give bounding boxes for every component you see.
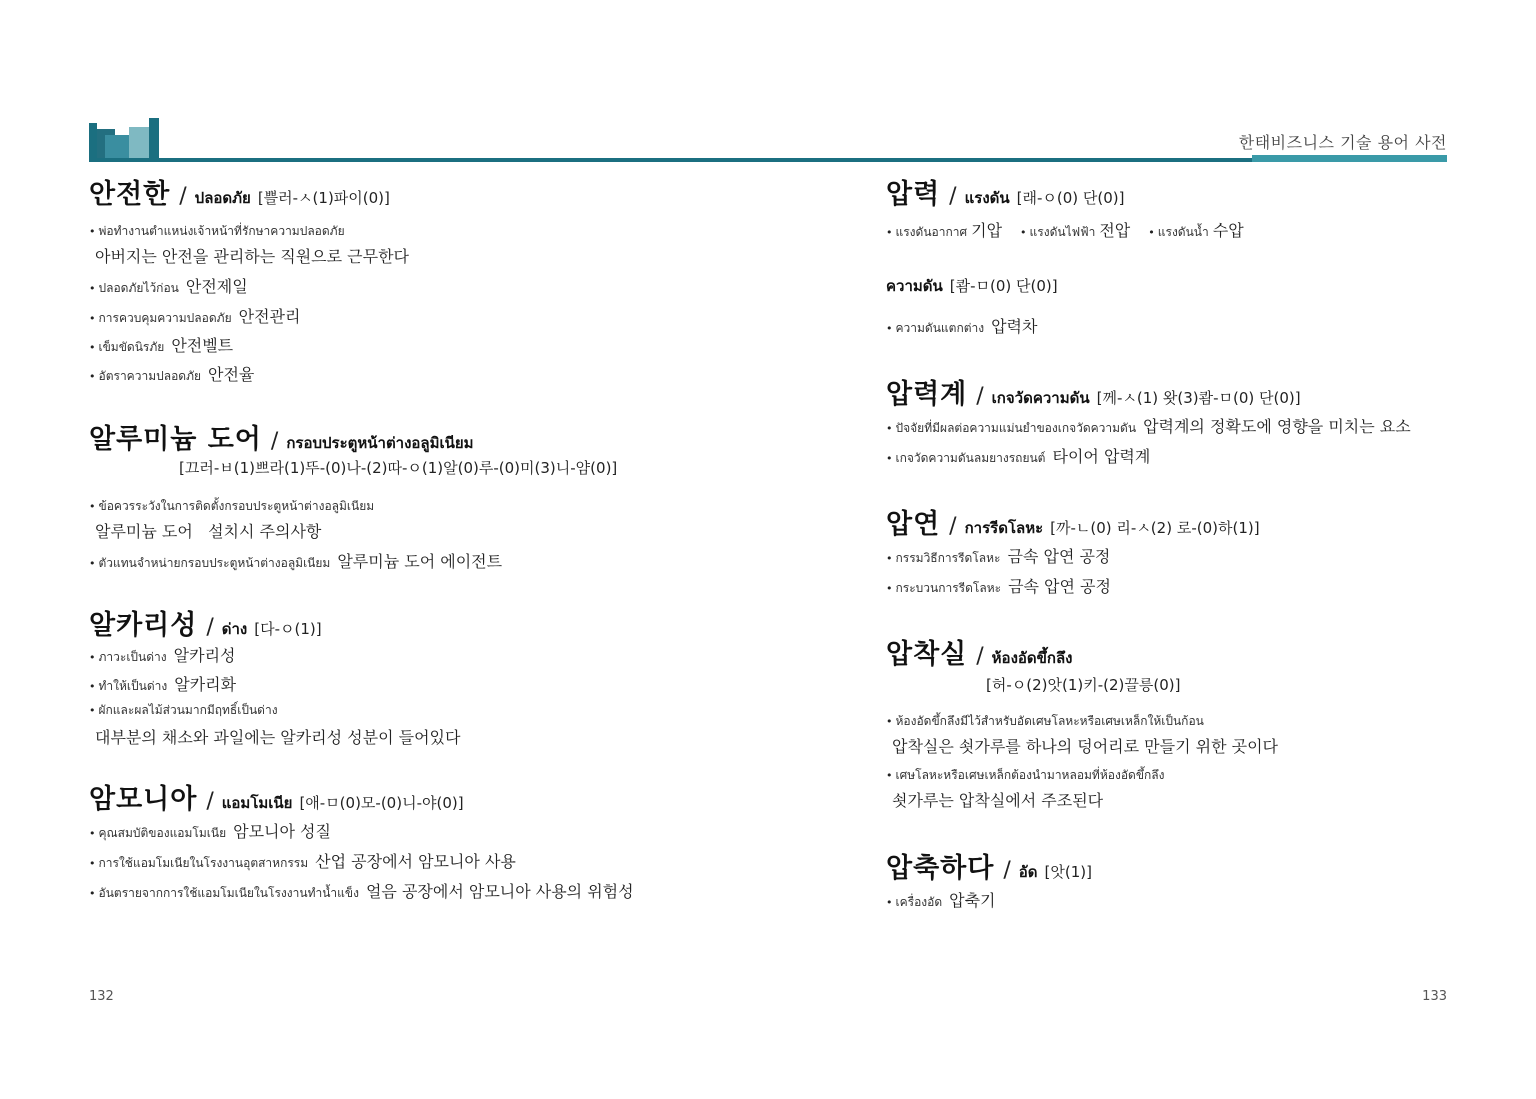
example-korean-sentence: 대부분의 채소와 과일에는 알카리성 성분이 들어있다: [95, 728, 461, 747]
entry-slash: /: [976, 644, 984, 669]
example-thai: อัตราความปลอดภัย: [98, 369, 202, 383]
bullet: •: [89, 651, 96, 664]
entry-headline: [886, 172, 1486, 212]
bullet: •: [89, 500, 96, 513]
entry-pressure-gauge: [886, 372, 1486, 474]
example-item: [89, 304, 739, 333]
entry-pronunciation: [앗(1)]: [1044, 863, 1092, 881]
bullet: •: [886, 769, 893, 782]
entry-slash: /: [949, 514, 957, 539]
example-korean: 금속 압연 공정: [1008, 577, 1111, 596]
entry-thai: เกจวัดความดัน: [991, 389, 1090, 407]
entry-pronunciation: [허-ㅇ(2)앗(1)키-(2)끌릉(0)]: [986, 676, 1181, 694]
bullet: •: [89, 887, 96, 900]
entry-pronunciation: [애-ㅁ(0)모-(0)니-야(0)]: [299, 794, 464, 812]
header-rule: [89, 158, 1447, 162]
example-item: [89, 701, 739, 725]
entry-term: 압축하다: [886, 853, 995, 884]
example-korean: 알루미늄 도어 에이전트: [337, 552, 503, 571]
example-thai: แรงดันอากาศ: [895, 225, 968, 239]
entry-thai: แอมโมเนีย: [221, 794, 293, 812]
entry-term: 알루미늄 도어: [89, 424, 262, 455]
entry-term: 압연: [886, 509, 941, 540]
example-thai: ความดันแตกต่าง: [895, 321, 985, 335]
example-item: [1020, 218, 1130, 242]
bullet: •: [1020, 226, 1027, 239]
entry-term: 알카리성: [89, 610, 198, 641]
bullet: •: [89, 704, 96, 717]
example-item: [89, 672, 739, 701]
example-thai: กรรมวิธีการรีดโลหะ: [895, 551, 1001, 565]
example-item: [89, 549, 739, 579]
entry-headline: [89, 777, 739, 817]
example-thai: แรงดันไฟฟ้า: [1029, 225, 1096, 239]
example-korean-sentence: 쇳가루는 압착실에서 주조된다: [892, 791, 1104, 810]
entry-thai: ห้องอัดขึ้กลึง: [991, 649, 1073, 667]
example-item: [89, 643, 739, 672]
entry-pronunciation: [께-ㅅ(1) 왓(3)쾀-ㅁ(0) 단(0)]: [1096, 389, 1301, 407]
example-item: [886, 218, 1002, 242]
example-item: [89, 819, 739, 849]
example-thai: การควบคุมความปลอดภัย: [98, 311, 232, 325]
bullet: •: [886, 715, 893, 728]
page-number-right: 133: [1422, 989, 1447, 1004]
example-thai: เกจวัดความดันลมยางรถยนต์: [895, 451, 1046, 465]
example-thai: ปลอดภัยไว้ก่อน: [98, 281, 179, 295]
example-korean: 알카리성: [173, 646, 236, 665]
entry-thai: อัด: [1018, 863, 1038, 881]
entry-headline: [89, 603, 739, 641]
entry-thai: ด่าง: [221, 620, 248, 638]
entry-pronunciation: [끄러-ㅂ(1)쁘라(1)뚜-(0)나-(2)따-ㅇ(1)알(0)루-(0)미(3)니-얌(0)]: [179, 459, 618, 477]
entry-rolling: [886, 502, 1486, 604]
example-inline-list: [886, 218, 1486, 248]
example-korean: 안전제일: [185, 277, 248, 296]
entry-headline: [886, 372, 1486, 412]
entry-headline: [886, 846, 1486, 886]
entry-pressure: [886, 172, 1486, 344]
entry-headline: [89, 417, 739, 453]
entry-term: 압력계: [886, 379, 968, 410]
entry-thai: การรีดโลหะ: [964, 519, 1044, 537]
example-item: [89, 362, 739, 391]
example-item: [1148, 218, 1243, 242]
page-number-left: 132: [89, 989, 114, 1004]
example-korean: 수압: [1212, 221, 1244, 240]
example-item: [886, 314, 1486, 344]
entry-thai: ปลอดภัย: [194, 189, 251, 207]
example-item: [89, 879, 739, 909]
bullet: •: [89, 341, 96, 354]
header-logo: [89, 118, 159, 161]
example-thai: อันตรายจากการใช้แอมโมเนียในโรงงานทำน้ำแข็ง: [98, 886, 359, 900]
entry-thai: แรงดัน: [964, 189, 1010, 207]
entry-slash: /: [1003, 858, 1011, 883]
entry-slash: /: [206, 615, 214, 640]
example-thai: ภาวะเป็นด่าง: [98, 650, 167, 664]
example-item: [89, 222, 739, 244]
example-thai: ห้องอัดขึ้กลึงมีไว้สำหรับอัดเศษโลหะหรือเศษเหล็กให้เป็นก้อน: [895, 714, 1204, 728]
bullet: •: [886, 226, 893, 239]
example-thai: คุณสมบัติของแอมโมเนีย: [98, 826, 227, 840]
example-korean-sentence: 압착실은 쇳가루를 하나의 덩어리로 만들기 위한 곳이다: [892, 737, 1279, 756]
example-thai: เครื่องอัด: [895, 895, 943, 909]
example-thai: ทำให้เป็นด่าง: [98, 679, 168, 693]
bullet: •: [886, 896, 893, 909]
bullet: •: [886, 322, 893, 335]
left-column: [89, 172, 739, 909]
example-item: [886, 888, 1486, 918]
example-thai: ข้อควรระวังในการติดตั้งกรอบประตูหน้าต่างอลูมิเนียม: [98, 499, 375, 513]
example-thai: เข็มขัดนิรภัย: [98, 340, 165, 354]
logo-bar-1: [89, 123, 97, 161]
example-korean: 타이어 압력계: [1052, 447, 1151, 466]
bullet: •: [886, 552, 893, 565]
entry-term: 암모니아: [89, 784, 198, 815]
example-thai: กระบวนการรีดโลหะ: [895, 581, 1002, 595]
example-item: [886, 766, 1486, 788]
entry-term: 안전한: [89, 179, 171, 210]
entry-headline: [886, 502, 1486, 542]
example-item: [886, 444, 1486, 474]
logo-bar-5: [149, 118, 159, 161]
entry-pronunciation: [래-ㅇ(0) 단(0)]: [1016, 189, 1125, 207]
entry-pronunciation: [까-ㄴ(0) 리-ㅅ(2) 로-(0)하(1)]: [1050, 519, 1260, 537]
entry-headline: [89, 172, 739, 212]
bullet: •: [89, 680, 96, 693]
example-korean: 암모니아 성질: [233, 822, 331, 841]
entry-pronunciation: [쁠러-ㅅ(1)파이(0)]: [257, 189, 390, 207]
subterm-thai: ความดัน: [886, 277, 943, 295]
example-thai: ตัวแทนจำหน่ายกรอบประตูหน้าต่างอลูมิเนียม: [98, 556, 331, 570]
entry-term: 압착실: [886, 639, 968, 670]
example-korean: 금속 압연 공정: [1007, 547, 1111, 566]
example-item: [89, 849, 739, 879]
bullet: •: [89, 370, 96, 383]
bullet: •: [886, 422, 893, 435]
example-thai: แรงดันน้ำ: [1157, 225, 1209, 239]
example-item: [886, 712, 1486, 734]
bullet: •: [89, 312, 96, 325]
bullet: •: [886, 582, 893, 595]
example-korean: 얼음 공장에서 암모니아 사용의 위험성: [365, 882, 634, 901]
bullet: •: [89, 827, 96, 840]
example-item: [89, 274, 739, 304]
example-korean: 산업 공장에서 암모니아 사용: [315, 852, 516, 871]
example-thai: การใช้แอมโมเนียในโรงงานอุตสาหกรรม: [98, 856, 309, 870]
example-korean: 압력계의 정확도에 영향을 미치는 요소: [1143, 417, 1411, 436]
subterm-headline: [886, 274, 1486, 304]
example-korean: 압력차: [991, 317, 1038, 336]
right-column: [886, 172, 1486, 918]
subterm-pronunciation: [쾀-ㅁ(0) 단(0)]: [949, 277, 1058, 295]
example-item: [89, 497, 739, 519]
bullet: •: [1148, 226, 1155, 239]
bullet: •: [89, 282, 96, 295]
example-item: [886, 574, 1486, 604]
bullet: •: [886, 452, 893, 465]
entry-ammonia: [89, 777, 739, 909]
entry-slash: /: [949, 184, 957, 209]
example-korean: 안전관리: [238, 307, 301, 326]
entry-term: 압력: [886, 179, 941, 210]
example-item: [89, 333, 739, 362]
entry-press-room: [886, 632, 1486, 818]
example-korean: 전압: [1099, 221, 1131, 240]
entry-slash: /: [179, 184, 187, 209]
entry-alkaline: [89, 603, 739, 755]
example-thai: ผักและผลไม้ส่วนมากมีฤทธิ์เป็นด่าง: [98, 703, 278, 717]
example-korean-sentence: 아버지는 안전을 관리하는 직원으로 근무한다: [95, 247, 410, 266]
example-korean: 안전율: [208, 365, 255, 384]
entry-aluminum-door: [89, 417, 739, 579]
bullet: •: [89, 225, 96, 238]
header-title: 한태비즈니스 기술 용어 사전: [1238, 133, 1447, 152]
example-item: [886, 544, 1486, 574]
example-thai: พ่อทำงานตำแหน่งเจ้าหน้าที่รักษาความปลอดภัย: [98, 224, 345, 238]
entry-headline: [886, 632, 1486, 670]
entry-compress: [886, 846, 1486, 918]
example-item: [886, 414, 1486, 444]
example-korean: 안전벨트: [171, 336, 234, 355]
example-thai: ปัจจัยที่มีผลต่อความแม่นยำของเกจวัดความดัน: [895, 421, 1137, 435]
entry-thai: กรอบประตูหน้าต่างอลูมิเนียม: [286, 434, 474, 452]
example-korean: 알카리화: [174, 675, 237, 694]
header-rule-accent: [1252, 155, 1447, 162]
entry-slash: /: [206, 789, 214, 814]
logo-bar-4: [129, 127, 151, 161]
bullet: •: [89, 857, 96, 870]
bullet: •: [89, 557, 96, 570]
entry-anjeonhan: [89, 172, 739, 391]
example-korean: 압축기: [949, 891, 996, 910]
entry-slash: /: [270, 429, 279, 454]
entry-slash: /: [976, 384, 984, 409]
example-korean-sentence: 알루미늄 도어 설치시 주의사항: [95, 522, 322, 541]
example-korean: 기압: [971, 221, 1003, 240]
entry-pronunciation: [다-ㅇ(1)]: [254, 620, 322, 638]
example-thai: เศษโลหะหรือเศษเหล็กต้องนำมาหลอมที่ห้องอัดขึ้กลึง: [895, 768, 1165, 782]
